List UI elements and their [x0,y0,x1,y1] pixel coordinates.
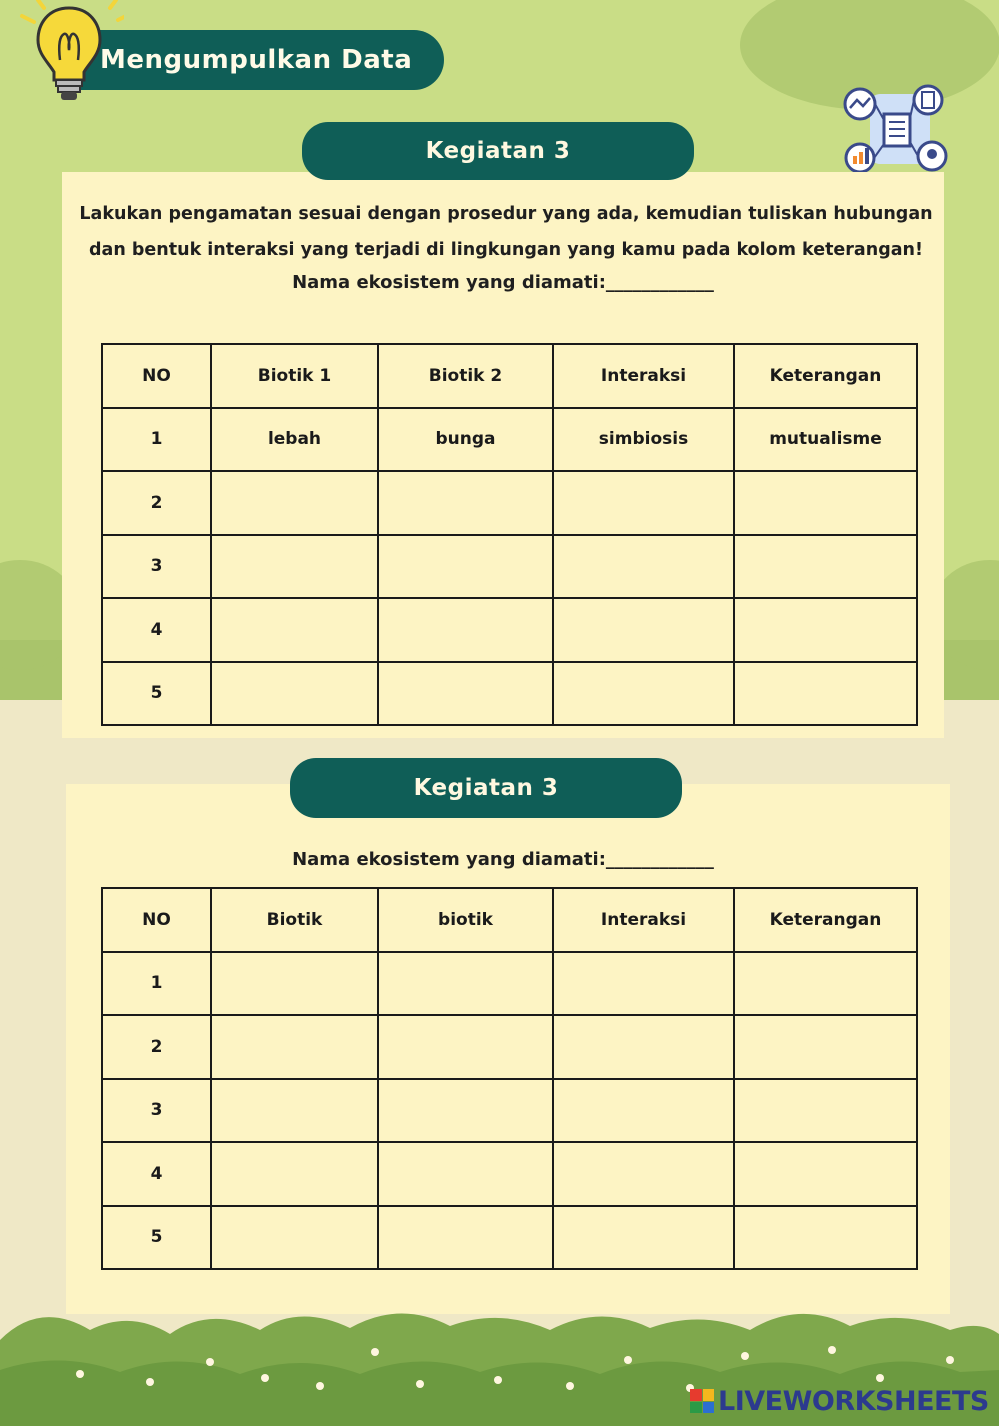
table-cell[interactable] [211,1079,378,1143]
table-cell[interactable] [211,471,378,535]
table-cell[interactable] [378,471,553,535]
table-cell[interactable] [734,471,917,535]
table-cell[interactable] [211,598,378,662]
table-row [102,952,917,1016]
row-number-cell: 2 [102,471,211,535]
table-header-cell: Interaksi [553,888,734,952]
table-header-cell: Biotik 2 [378,344,553,408]
table-header-cell: Biotik 1 [211,344,378,408]
table-row [102,1206,917,1270]
table-cell[interactable]: mutualisme [734,408,917,472]
table-cell[interactable] [553,598,734,662]
table-cell[interactable] [378,598,553,662]
table-cell[interactable] [211,535,378,599]
ecosystem-name-field-1[interactable]: Nama ekosistem yang diamati:____________ [292,272,714,293]
table-cell[interactable] [553,952,734,1016]
table-cell[interactable] [553,662,734,726]
table-row [102,1015,917,1079]
table-cell[interactable] [211,952,378,1016]
lightbulb-icon [14,0,124,110]
table-cell[interactable] [734,1142,917,1206]
data-collection-icon [840,84,950,176]
table-header-cell: Biotik [211,888,378,952]
row-number-cell: 4 [102,1142,211,1206]
table-cell[interactable] [378,1206,553,1270]
table-cell[interactable] [553,535,734,599]
table-cell[interactable] [734,1206,917,1270]
activity-title-2-text: Kegiatan 3 [413,775,559,801]
table-cell[interactable] [378,535,553,599]
table-cell[interactable] [734,1015,917,1079]
table-row [102,408,917,472]
table-cell[interactable] [734,662,917,726]
table-cell[interactable] [211,1142,378,1206]
table-cell[interactable] [211,662,378,726]
table-header-cell: biotik [378,888,553,952]
table-header-cell: Keterangan [734,888,917,952]
table-cell[interactable] [378,1142,553,1206]
table-row [102,471,917,535]
table-header-cell: Interaksi [553,344,734,408]
table-cell[interactable]: bunga [378,408,553,472]
header-title-text: Mengumpulkan Data [100,45,413,75]
table-header-cell: NO [102,888,211,952]
table-cell[interactable] [378,662,553,726]
table-row [102,1142,917,1206]
row-number-cell: 4 [102,598,211,662]
observation-table-2 [101,887,918,1270]
table-row [102,1079,917,1143]
row-number-cell: 5 [102,662,211,726]
table-cell[interactable] [553,1015,734,1079]
table-cell[interactable]: lebah [211,408,378,472]
table-cell[interactable]: simbiosis [553,408,734,472]
table-cell[interactable] [734,1079,917,1143]
table-cell[interactable] [734,598,917,662]
table-header-row [102,888,917,952]
activity-title-2 [290,758,682,818]
table-row [102,535,917,599]
table-row [102,662,917,726]
observation-table-1 [101,343,918,726]
table-row [102,598,917,662]
instructions-text: Lakukan pengamatan sesuai dengan prosedur yang ada, kemudian tuliskan hubungan dan bentuk interaksi yang terjadi di lingkungan yang kamu pada kolom keterangan! [79,204,933,260]
table-cell[interactable] [378,1079,553,1143]
row-number-cell: 3 [102,1079,211,1143]
table-cell[interactable] [553,1079,734,1143]
table-cell[interactable] [734,535,917,599]
table-header-cell: NO [102,344,211,408]
table-cell[interactable] [211,1015,378,1079]
table-header-row [102,344,917,408]
table-cell[interactable] [378,1015,553,1079]
row-number-cell: 1 [102,408,211,472]
ecosystem-name-field-2[interactable]: Nama ekosistem yang diamati:____________ [292,849,714,870]
liveworksheets-logo[interactable] [690,1384,989,1418]
table-cell[interactable] [734,952,917,1016]
activity-title-1 [302,122,694,180]
table-cell[interactable] [553,471,734,535]
liveworksheets-brand-text: LIVEWORKSHEETS [718,1385,989,1417]
table-cell[interactable] [211,1206,378,1270]
row-number-cell: 3 [102,535,211,599]
row-number-cell: 1 [102,952,211,1016]
table-cell[interactable] [553,1142,734,1206]
table-cell[interactable] [553,1206,734,1270]
row-number-cell: 5 [102,1206,211,1270]
table-cell[interactable] [378,952,553,1016]
activity-title-1-text: Kegiatan 3 [425,138,571,164]
liveworksheets-logo-icon [690,1389,714,1413]
table-header-cell: Keterangan [734,344,917,408]
row-number-cell: 2 [102,1015,211,1079]
